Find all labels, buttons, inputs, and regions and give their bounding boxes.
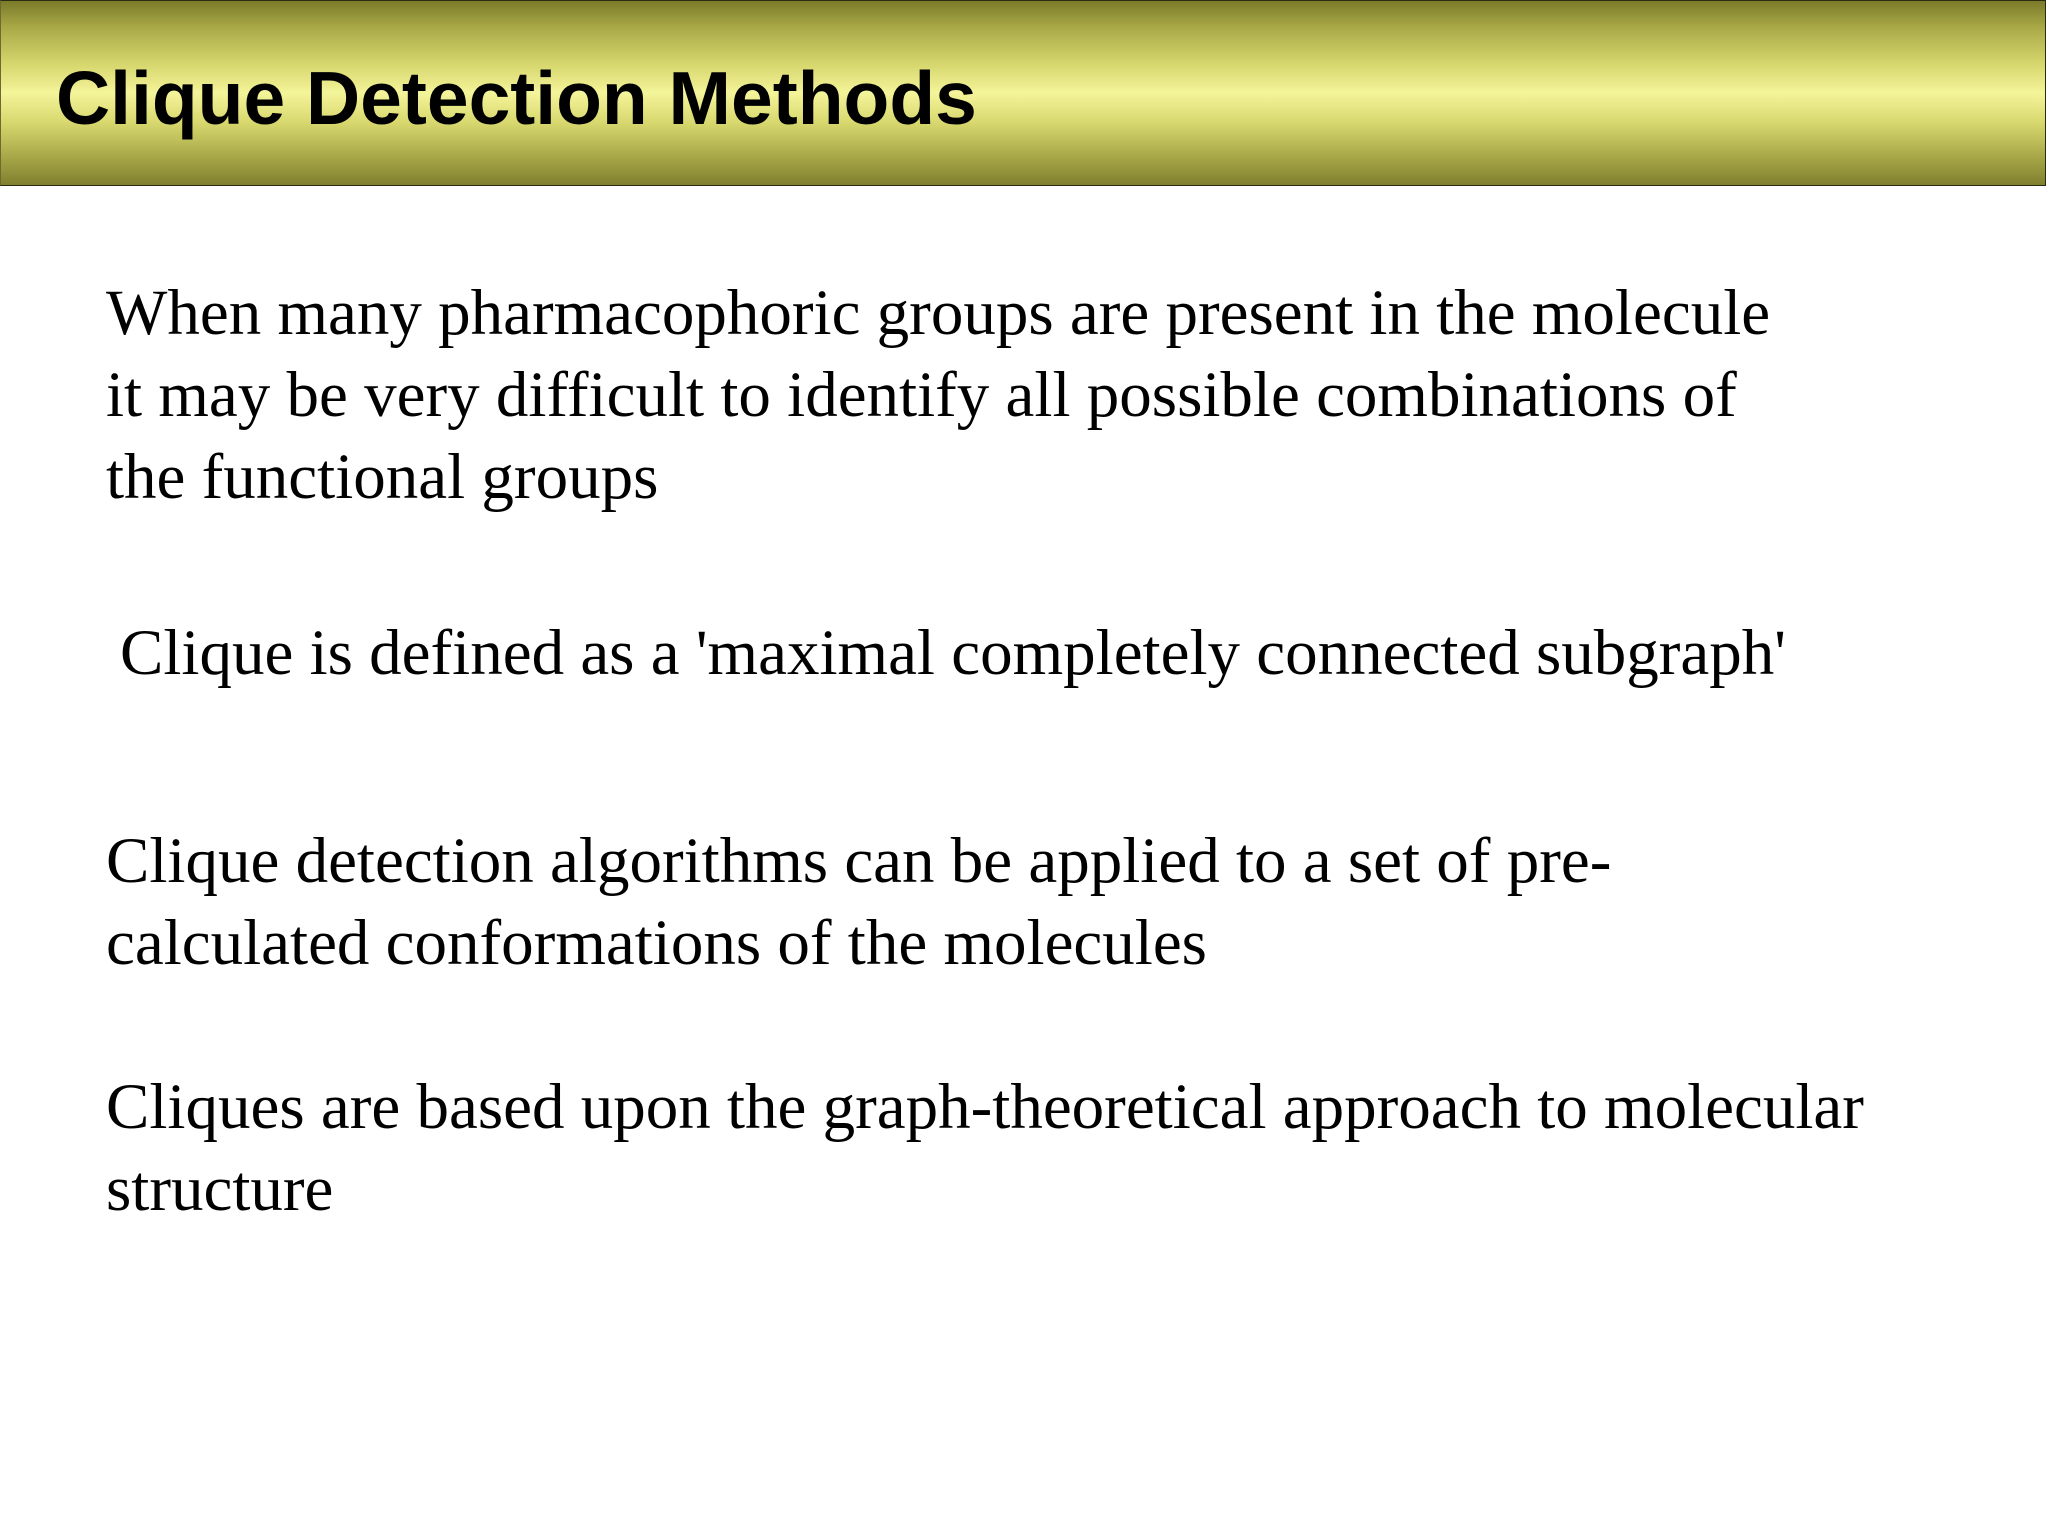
paragraph-line: it may be very difficult to identify all possible combinations of <box>106 359 1737 431</box>
paragraph-line: calculated conformations of the molecules <box>106 907 1207 979</box>
paragraph-clique-definition <box>120 612 1786 694</box>
paragraph-pharmacophoric-groups <box>106 272 1770 518</box>
title-bar <box>0 0 2046 186</box>
paragraph-clique-algorithms <box>106 820 1611 984</box>
slide-title: Clique Detection Methods <box>56 56 977 140</box>
paragraph-line: When many pharmacophoric groups are present in the molecule <box>106 277 1771 349</box>
paragraph-line: Clique detection algorithms can be applied to a set of pre- <box>106 825 1612 897</box>
paragraph-line: the functional groups <box>106 441 659 513</box>
paragraph-line: structure <box>106 1153 334 1225</box>
paragraph-graph-theoretical <box>106 1066 1864 1230</box>
paragraph-line: Clique is defined as a 'maximal completely connected subgraph' <box>120 617 1786 689</box>
paragraph-line: Cliques are based upon the graph-theoretical approach to molecular <box>106 1071 1864 1143</box>
